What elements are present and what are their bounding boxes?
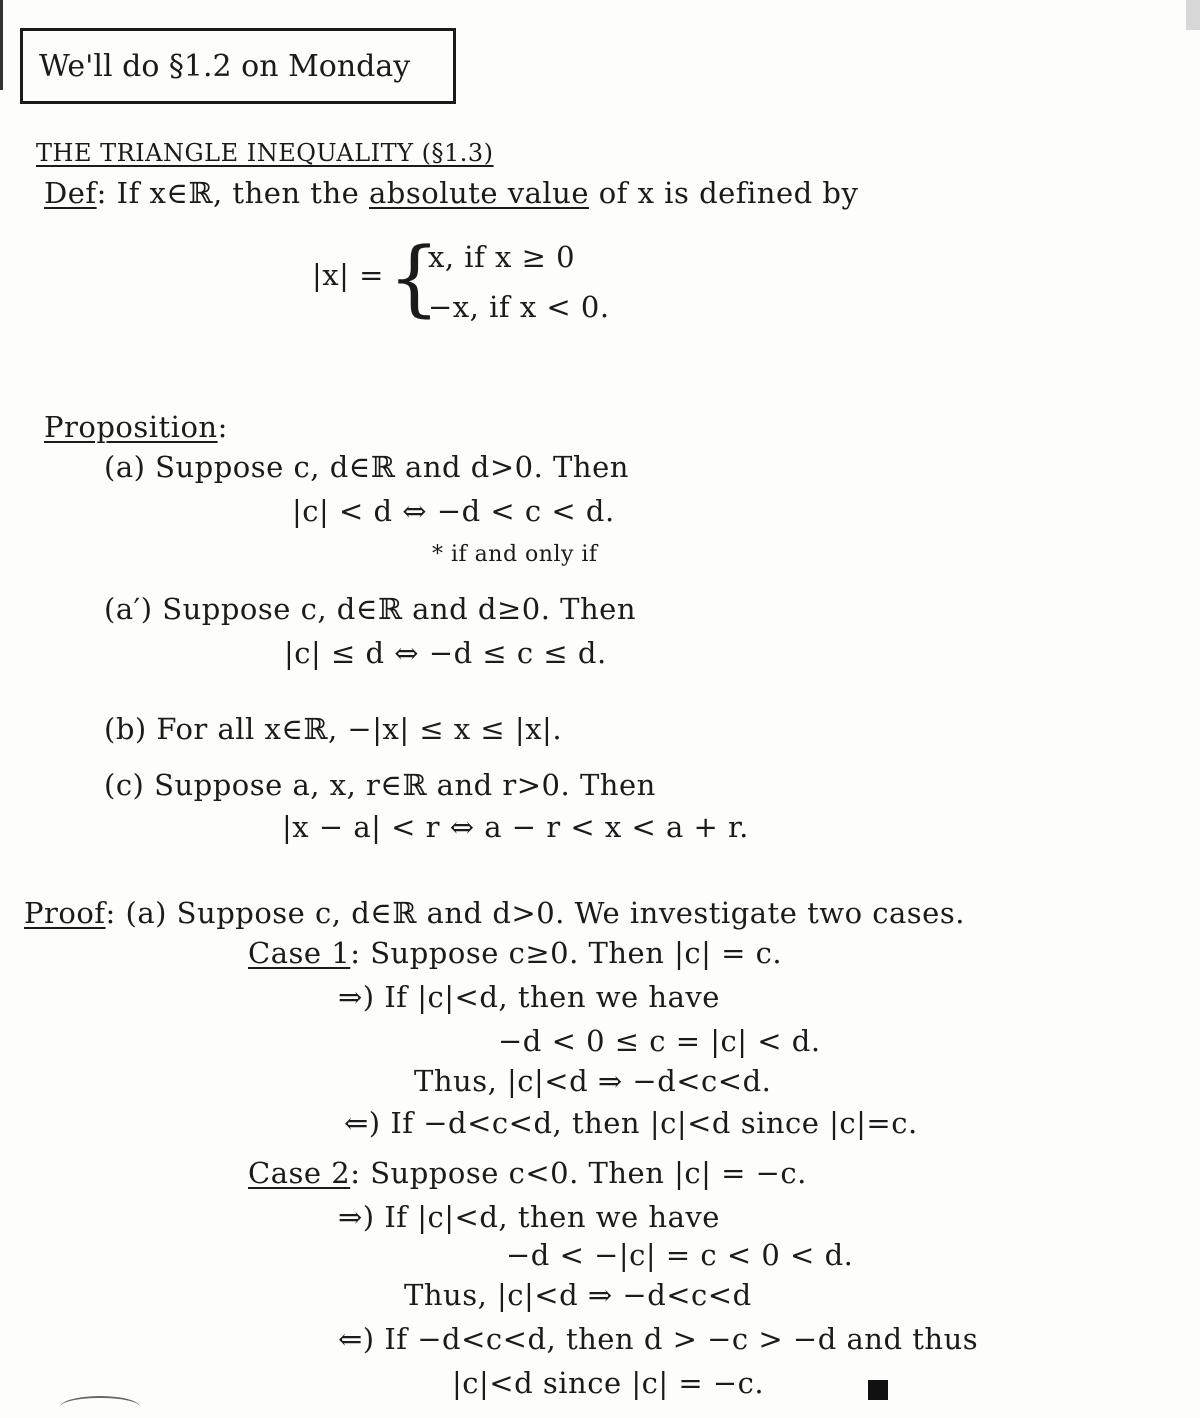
case-1-forward: ⇒) If |c|<d, then we have	[338, 980, 720, 1014]
header-note: We'll do §1.2 on Monday	[39, 49, 411, 84]
page-corner-shade	[1186, 0, 1200, 30]
case-1-backward: ⇐) If −d<c<d, then |c|<d since |c|=c.	[344, 1106, 918, 1140]
piecewise-brace: {	[388, 231, 441, 326]
prop-a-note: * if and only if	[432, 542, 598, 567]
section-title: THE TRIANGLE INEQUALITY (§1.3)	[36, 139, 494, 167]
qed-square	[868, 1380, 888, 1400]
prop-b-statement: (b) For all x∈ℝ, −|x| ≤ x ≤ |x|.	[104, 712, 563, 746]
case-2-thus: Thus, |c|<d ⇒ −d<c<d	[404, 1278, 752, 1312]
case-2-end: |c|<d since |c| = −c.	[452, 1366, 765, 1400]
definition-text-after: of x is defined by	[588, 176, 859, 210]
proposition-heading	[44, 410, 228, 444]
page-edge-mark	[0, 0, 3, 90]
abs-case-2: −x, if x < 0.	[428, 290, 610, 324]
case-2-chain: −d < −|c| = c < 0 < d.	[506, 1238, 854, 1272]
proof-intro: : (a) Suppose c, d∈ℝ and d>0. We investigate two cases.	[105, 896, 965, 930]
prop-a-prime-statement: (a′) Suppose c, d∈ℝ and d≥0. Then	[104, 592, 637, 626]
header-note-box	[20, 28, 456, 104]
prop-c-equivalence: |x − a| < r ⇔ a − r < x < a + r.	[282, 810, 749, 844]
case-2-text: : Suppose c<0. Then |c| = −c.	[350, 1156, 807, 1190]
case-2-forward: ⇒) If |c|<d, then we have	[338, 1200, 720, 1234]
definition-text-before: : If x∈ℝ, then the	[96, 176, 370, 210]
bottom-arc-mark	[60, 1396, 140, 1418]
case-1-line	[248, 936, 782, 970]
case-2-backward: ⇐) If −d<c<d, then d > −c > −d and thus	[338, 1322, 979, 1356]
definition-label: Def	[44, 176, 97, 210]
definition-line	[44, 176, 858, 210]
case-2-line	[248, 1156, 807, 1190]
abs-case-1: x, if x ≥ 0	[428, 240, 576, 274]
prop-c-statement: (c) Suppose a, x, r∈ℝ and r>0. Then	[104, 768, 656, 802]
proof-label: Proof	[24, 896, 106, 930]
case-1-label: Case 1	[248, 936, 351, 970]
abs-lhs: |x| =	[312, 258, 384, 292]
case-1-chain: −d < 0 ≤ c = |c| < d.	[498, 1024, 821, 1058]
case-1-text: : Suppose c≥0. Then |c| = c.	[350, 936, 783, 970]
prop-a-prime-equivalence: |c| ≤ d ⇔ −d ≤ c ≤ d.	[284, 636, 607, 670]
prop-a-equivalence: |c| < d ⇔ −d < c < d.	[292, 494, 615, 528]
case-1-thus: Thus, |c|<d ⇒ −d<c<d.	[414, 1064, 772, 1098]
proposition-colon: :	[217, 410, 228, 444]
case-2-label: Case 2	[248, 1156, 351, 1190]
prop-a-statement: (a) Suppose c, d∈ℝ and d>0. Then	[104, 450, 629, 484]
proof-intro-line	[24, 896, 965, 930]
proposition-label: Proposition	[44, 410, 218, 444]
definition-term: absolute value	[369, 176, 589, 210]
